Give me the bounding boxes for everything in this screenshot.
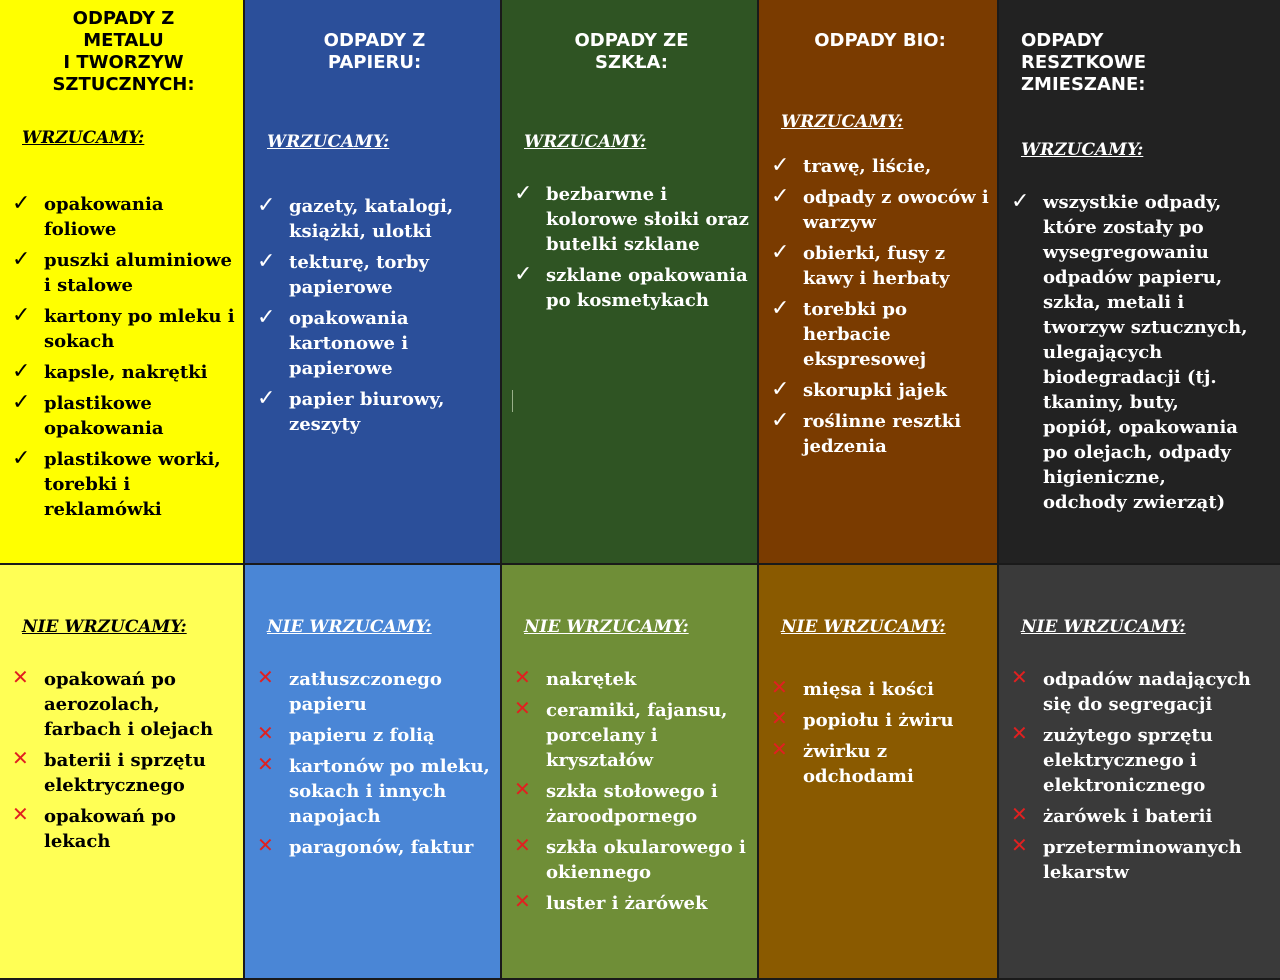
cross-icon: ✕ <box>514 665 531 689</box>
cross-icon: ✕ <box>1011 665 1028 689</box>
list-item: ✓ plastikowe worki, torebki i reklamówki <box>12 446 221 520</box>
list-item: ✓ torebki po herbacie ekspresowej <box>771 296 927 370</box>
metal-plastic-title: ODPADY Z METALU I TWORZYW SZTUCZNYCH: <box>52 8 195 95</box>
bio-accepted-cell <box>759 0 999 565</box>
accepted-list <box>771 154 989 459</box>
list-item: ✕ odpadów nadających się do segregacji <box>1011 665 1251 715</box>
list-item: ✕ żwirku z odchodami <box>771 737 914 787</box>
list-item: ✓ odpady z owoców i warzyw <box>771 184 989 233</box>
check-icon: ✓ <box>257 305 276 330</box>
rejected-list <box>771 677 989 789</box>
list-item: ✓ obierki, fusy z kawy i herbaty <box>771 240 950 289</box>
list-item: ✕ papieru z folią <box>257 721 435 746</box>
list-item: ✓ plastikowe opakowania <box>12 390 164 439</box>
cross-icon: ✕ <box>514 696 531 720</box>
paper-accepted-cell <box>245 0 502 565</box>
cross-icon: ✕ <box>257 833 274 857</box>
rejected-heading: NIE WRZUCAMY: <box>781 617 946 637</box>
metal-plastic-rejected-cell <box>0 565 245 980</box>
cross-icon: ✕ <box>257 752 274 776</box>
bio-title: ODPADY BIO: <box>814 30 946 51</box>
cross-icon: ✕ <box>1011 802 1028 826</box>
accepted-heading: WRZUCAMY: <box>22 128 145 148</box>
list-item: ✓ trawę, liście, <box>771 153 932 178</box>
cross-icon: ✕ <box>1011 721 1028 745</box>
check-icon: ✓ <box>12 446 31 471</box>
accepted-list <box>257 194 492 437</box>
list-item: ✕ zużytego sprzętu elektrycznego i elektronicznego <box>1011 721 1213 796</box>
list-item: ✓ kartony po mleku i sokach <box>12 303 235 352</box>
list-item: ✕ opakowań po aerozolach, farbach i olejach <box>12 665 214 740</box>
divider <box>512 390 513 412</box>
accepted-list <box>514 182 749 313</box>
rejected-heading: NIE WRZUCAMY: <box>1021 617 1186 637</box>
rejected-list <box>12 667 235 854</box>
list-item: ✕ kartonów po mleku, sokach i innych napojach <box>257 752 490 827</box>
check-icon: ✓ <box>771 408 790 433</box>
list-item: ✓ opakowania kartonowe i papierowe <box>257 305 409 379</box>
metal-plastic-accepted-cell <box>0 0 245 565</box>
list-item: ✓ roślinne resztki jedzenia <box>771 408 962 457</box>
check-icon: ✓ <box>12 247 31 272</box>
glass-rejected-cell <box>502 565 759 980</box>
list-item: ✕ opakowań po lekach <box>12 802 176 852</box>
list-item: ✓ opakowania foliowe <box>12 191 164 240</box>
cross-icon: ✕ <box>1011 833 1028 857</box>
accepted-heading: WRZUCAMY: <box>1021 140 1144 160</box>
check-icon: ✓ <box>257 249 276 274</box>
check-icon: ✓ <box>12 191 31 216</box>
list-item: ✓ tekturę, torby papierowe <box>257 249 429 298</box>
list-item: ✓ gazety, katalogi, książki, ulotki <box>257 193 454 242</box>
check-icon: ✓ <box>771 153 790 178</box>
rejected-list <box>1011 667 1272 885</box>
accepted-heading: WRZUCAMY: <box>524 132 647 152</box>
list-item: ✓ papier biurowy, zeszyty <box>257 386 445 435</box>
check-icon: ✓ <box>771 377 790 402</box>
check-icon: ✓ <box>1011 189 1030 214</box>
cross-icon: ✕ <box>771 706 788 730</box>
paper-rejected-cell <box>245 565 502 980</box>
list-item: ✕ żarówek i baterii <box>1011 802 1213 827</box>
cross-icon: ✕ <box>257 721 274 745</box>
list-item: ✓ skorupki jajek <box>771 377 947 402</box>
list-item: ✓ szklane opakowania po kosmetykach <box>514 262 748 311</box>
bio-rejected-cell <box>759 565 999 980</box>
cross-icon: ✕ <box>771 675 788 699</box>
cross-icon: ✕ <box>514 833 531 857</box>
cross-icon: ✕ <box>771 737 788 761</box>
check-icon: ✓ <box>12 359 31 384</box>
cross-icon: ✕ <box>12 665 29 689</box>
rejected-heading: NIE WRZUCAMY: <box>267 617 432 637</box>
check-icon: ✓ <box>12 303 31 328</box>
list-item: ✕ szkła okularowego i okiennego <box>514 833 746 883</box>
glass-title: ODPADY ZE SZKŁA: <box>574 30 689 73</box>
accepted-list <box>1011 190 1272 515</box>
check-icon: ✓ <box>771 184 790 209</box>
list-item: ✓ puszki aluminiowe i stalowe <box>12 247 232 296</box>
accepted-heading: WRZUCAMY: <box>781 112 904 132</box>
accepted-heading: WRZUCAMY: <box>267 132 390 152</box>
paper-title: ODPADY Z PAPIERU: <box>323 30 426 73</box>
rejected-heading: NIE WRZUCAMY: <box>524 617 689 637</box>
list-item: ✕ luster i żarówek <box>514 889 708 914</box>
check-icon: ✓ <box>771 240 790 265</box>
list-item: ✕ popiołu i żwiru <box>771 706 954 731</box>
accepted-list <box>12 192 235 522</box>
list-item: ✕ zatłuszczonego papieru <box>257 665 442 715</box>
cross-icon: ✕ <box>257 665 274 689</box>
check-icon: ✓ <box>257 193 276 218</box>
cross-icon: ✕ <box>12 802 29 826</box>
list-item: ✕ mięsa i kości <box>771 675 934 700</box>
list-item: ✕ przeterminowanych lekarstw <box>1011 833 1242 883</box>
check-icon: ✓ <box>514 181 533 206</box>
list-item: ✕ ceramiki, fajansu, porcelany i kryształów <box>514 696 728 771</box>
list-item: ✕ nakrętek <box>514 665 637 690</box>
check-icon: ✓ <box>12 390 31 415</box>
rejected-list <box>257 667 492 860</box>
check-icon: ✓ <box>514 262 533 287</box>
check-icon: ✓ <box>257 386 276 411</box>
glass-accepted-cell <box>502 0 759 565</box>
mixed-title: ODPADY RESZTKOWE ZMIESZANE: <box>1021 30 1147 95</box>
list-item: ✕ baterii i sprzętu elektrycznego <box>12 746 206 796</box>
list-item: ✕ szkła stołowego i żaroodpornego <box>514 777 718 827</box>
check-icon: ✓ <box>771 296 790 321</box>
rejected-heading: NIE WRZUCAMY: <box>22 617 187 637</box>
list-item: ✓ wszystkie odpady, które zostały po wysegregowaniu odpadów papieru, szkła, metali i tworzyw sztucznych, ulegających biodegradacji (tj. tkaniny, buty, popiół, opakowania po olejach, odpady higieniczne, odchody zwierząt) <box>1011 189 1248 513</box>
list-item: ✓ kapsle, nakrętki <box>12 359 208 384</box>
cross-icon: ✕ <box>12 746 29 770</box>
rejected-list <box>514 667 749 916</box>
cross-icon: ✕ <box>514 889 531 913</box>
cross-icon: ✕ <box>514 777 531 801</box>
list-item: ✓ bezbarwne i kolorowe słoiki oraz butelki szklane <box>514 181 749 255</box>
mixed-accepted-cell <box>999 0 1280 565</box>
list-item: ✕ paragonów, faktur <box>257 833 474 858</box>
mixed-rejected-cell <box>999 565 1280 980</box>
